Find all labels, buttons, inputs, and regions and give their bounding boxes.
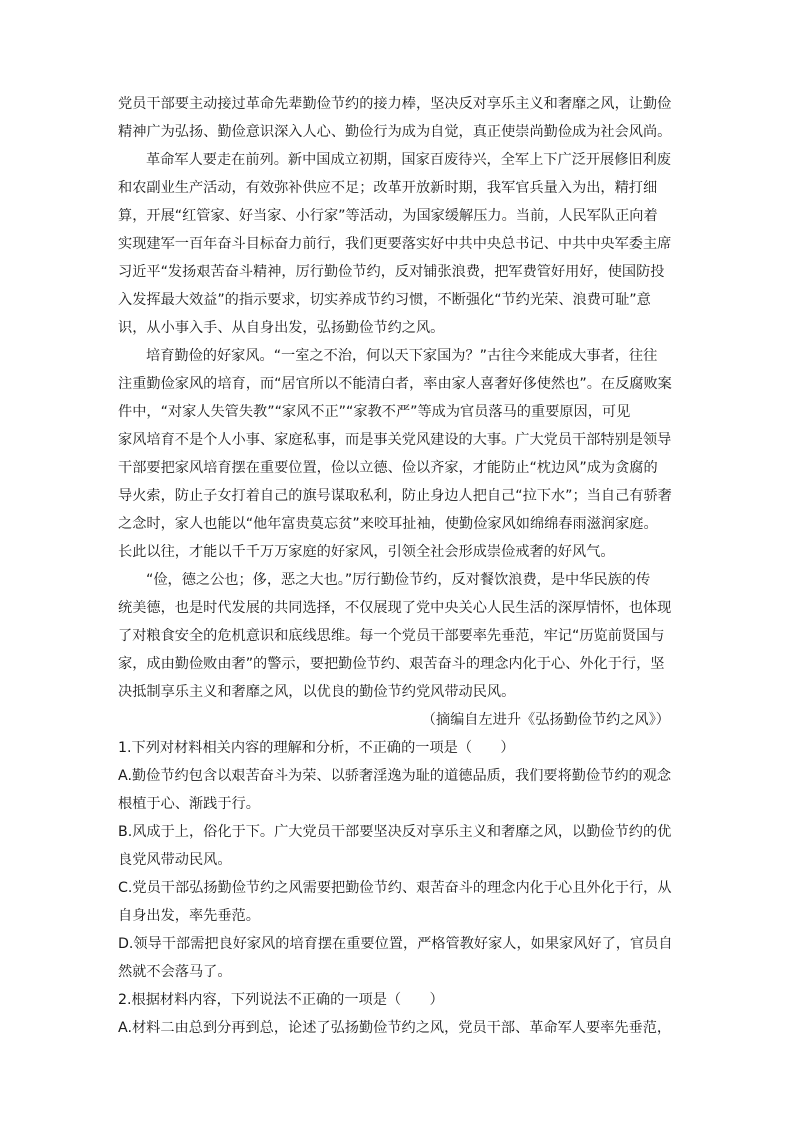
option-c: C.党员干部弘扬勤俭节约之风需要把勤俭节约、艰苦奋斗的理念内化于心且外化于行，从 [118,880,672,896]
option-b: B.风成于上，俗化于下。广大党员干部要坚决反对享乐主义和奢靡之风，以勤俭节约的优 [118,824,672,840]
text-line: 统美德，也是时代发展的共同选择，不仅展现了党中央关心人民生活的深厚情怀，也体现 [118,600,672,616]
text-line: 精神广为弘扬、勤俭意识深入人心、勤俭行为成为自觉，真正使崇尚勤俭成为社会风尚。 [118,124,672,140]
text-line: 导火索，防止子女打着自己的旗号谋取私利，防止身边人把自己“拉下水”；当自己有骄奢 [118,488,672,504]
source-citation: （摘编自左进升《弘扬勤俭节约之风》） [421,712,670,728]
text-line: 长此以往，才能以千千万万家庭的好家风，引领全社会形成崇俭戒奢的好风气。 [118,544,615,560]
text-line: 注重勤俭家风的培育，而“居官所以不能清白者，率由家人喜奢好侈使然也”。在反腐败案 [118,376,672,392]
option-d-cont: 然就不会落马了。 [118,964,232,980]
text-line: 算，开展“红管家、好当家、小行家”等活动，为国家缓解压力。当前，人民军队正向着 [118,208,658,224]
text-line: 和农副业生产活动，有效弥补供应不足；改革开放新时期，我军官兵量入为出，精打细 [118,180,658,196]
option-a: A.材料二由总到分再到总，论述了弘扬勤俭节约之风，党员干部、革命军人要率先垂范， [118,1020,672,1036]
text-line: 了对粮食安全的危机意识和底线思维。每一个党员干部要率先垂范，牢记“历览前贤国与 [118,628,665,644]
text-line: 党员干部要主动接过革命先辈勤俭节约的接力棒，坚决反对享乐主义和奢靡之风，让勤俭 [118,96,672,112]
option-d: D.领导干部需把良好家风的培育摆在重要位置，严格管教好家人，如果家风好了，官员自 [118,936,673,952]
option-c-cont: 自身出发，率先垂范。 [118,908,260,924]
text-line: 实现建军一百年奋斗目标奋力前行，我们更要落实好中共中央总书记、中共中央军委主席 [118,236,672,252]
text-line: 之念时，家人也能以“他年富贵莫忘贫”来咬耳扯袖，使勤俭家风如绵绵春雨滋润家庭。 [118,516,658,532]
question-2-stem: 2.根据材料内容，下列说法不正确的一项是（ ） [118,992,444,1008]
paragraph-first-line: 培育勤俭的好家风。“一室之不治，何以天下家国为？”古往今来能成大事者，往往 [146,348,658,364]
text-line: 习近平“发扬艰苦奋斗精神，厉行勤俭节约，反对铺张浪费，把军费管好用好，使国防投 [118,264,665,280]
paragraph-first-line: 革命军人要走在前列。新中国成立初期，国家百废待兴，全军上下广泛开展修旧利废 [146,152,671,168]
paragraph-first-line: “俭，德之公也；侈，恶之大也。”厉行勤俭节约，反对餐饮浪费，是中华民族的传 [146,572,651,588]
text-line: 识，从小事入手、从自身出发，弘扬勤俭节约之风。 [118,320,445,336]
option-a-cont: 根植于心、渐践于行。 [118,796,260,812]
text-line: 家风培育不是个人小事、家庭私事，而是事关党风建设的大事。广大党员干部特别是领导 [118,432,672,448]
option-b-cont: 良党风带动民风。 [118,852,232,868]
text-line: 家，成由勤俭败由奢”的警示，要把勤俭节约、艰苦奋斗的理念内化于心、外化于行，坚 [118,656,665,672]
text-line: 入发挥最大效益”的指示要求，切实养成节约习惯，不断强化“节约光荣、浪费可耻”意 [118,292,651,308]
text-line: 决抵制享乐主义和奢靡之风，以优良的勤俭节约党风带动民风。 [118,684,516,700]
question-1-stem: 1.下列对材料相关内容的理解和分析，不正确的一项是（ ） [118,740,515,756]
option-a: A.勤俭节约包含以艰苦奋斗为荣、以骄奢淫逸为耻的道德品质，我们要将勤俭节约的观念 [118,768,672,784]
text-line: 件中，“对家人失管失教”“家风不正”“家教不严”等成为官员落马的重要原因，可见 [118,404,631,420]
text-line: 干部要把家风培育摆在重要位置，俭以立德、俭以齐家，才能防止“枕边风”成为贪腐的 [118,460,658,476]
